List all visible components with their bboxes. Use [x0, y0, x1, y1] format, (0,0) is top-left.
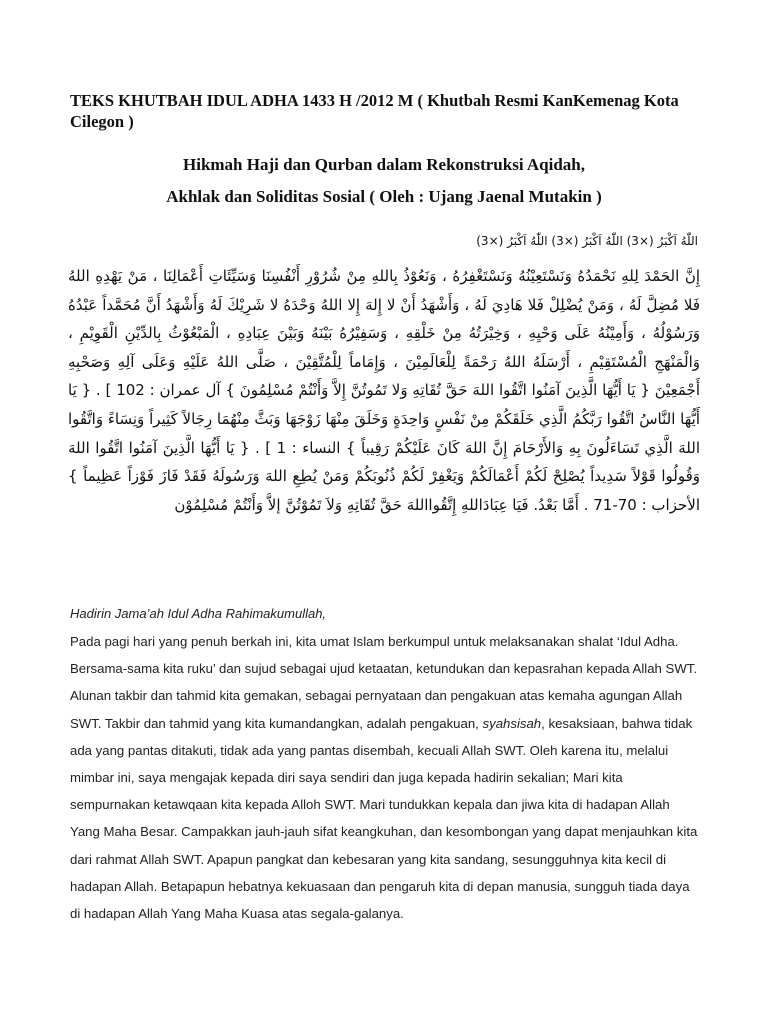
sermon-paragraph — [70, 628, 702, 927]
paragraph-text-part-1: Pada pagi hari yang penuh berkah ini, kita umat Islam berkumpul untuk melaksanakan shalat ‘Idul Adha. Bersama-sama kita ruku’ dan sujud sebagai ujud ketaatan, ketundukan dan kepasrahan kepada Allah SWT. Alunan takbir dan tahmid kita gemakan, sebagai pernyataan dan pengakuan atas kemaha agungan Allah SWT. Takbir dan tahmid yang kita kumandangkan, adalah pengakuan, — [70, 634, 698, 731]
document-title: TEKS KHUTBAH IDUL ADHA 1433 H /2012 M ( Khutbah Resmi KanKemenag Kota Cilegon ) — [70, 91, 679, 131]
greeting-line: Hadirin Jama’ah Idul Adha Rahimakumullah, — [70, 606, 327, 621]
paragraph-italic-term: syahsisah — [482, 715, 542, 731]
subtitle-line-1: Hikmah Haji dan Qurban dalam Rekonstruksi Aqidah, — [183, 155, 585, 174]
arabic-opening-text: إِنَّ الحَمْدَ لِلهِ نَحْمَدُهُ وَنَسْتَعِيْنُهُ وَنَسْتَغْفِرُهُ ، وَنَعُوْذُ بِاللهِ مِنْ شُرُوْرِ أَنْفُسِنَا وَسَيِّئَاتِ أَعْمَالِنَا ، مَنْ يَهْدِهِ اللهُ فَلا مُضِلَّ لَهُ ، وَمَنْ يُضْلِلْ فَلا هَادِيَ لَهُ ، وَأَشْهَدُ أَنْ لا إِلهَ إِلا اللهُ وَحْدَهُ لا شَرِيْكَ لَهُ وَأَشْهَدُ أَنَّ مُحَمَّداً عَبْدُهُ وَرَسُوْلُهُ ، وَأَمِيْنُهُ عَلَى وَحْيِهِ ، وَخِيْرَتُهُ مِنْ خَلْقِهِ ، وَسَفِيْرُهُ بَيْنَهُ وَبَيْنَ عِبَادِهِ ، الْمَبْعُوْثُ بِالدِّيْنِ الْقَوِيْمِ ، وَالْمَنْهَجِ الْمُسْتَقِيْمِ ، أَرْسَلَهُ اللهُ رَحْمَةً لِلْعَالَمِيْنَ ، وَإِمَاماً لِلْمُتَّقِيْنَ ، صَلَّى اللهُ عَلَيْهِ وَعَلَى آلِهِ وَصَحْبِهِ أَجْمَعِيْنَ { يَا أَيُّهَا الَّذِينَ آمَنُوا اتَّقُوا اللهَ حَقَّ تُقَاتِهِ وَلا تَمُوتُنَّ إِلاَّ وَأَنْتُمْ مُسْلِمُونَ } آل عمران : 102 ] . { يَا أَيُّهَا النَّاسُ اتَّقُوا رَبَّكُمُ الَّذِي خَلَقَكُمْ مِنْ نَفْسٍ وَاحِدَةٍ وَخَلَقَ مِنْهَا زَوْجَهَا وَبَثَّ مِنْهُمَا رِجَالاً كَثِيراً وَنِسَاءً وَاتَّقُوا اللهَ الَّذِي تَسَاءَلُونَ بِهِ وَالأَرْحَامَ إِنَّ اللهَ كَانَ عَلَيْكُمْ رَقِيباً } النساء : 1 ] . { يَا أَيُّهَا الَّذِينَ آمَنُوا اتَّقُوا اللهَ وَقُولُوا قَوْلاً سَدِيداً يُصْلِحْ لَكُمْ أَعْمَالَكُمْ وَيَغْفِرْ لَكُمْ ذُنُوبَكُمْ وَمَنْ يُطِعِ اللهَ وَرَسُولَهُ فَقَدْ فَازَ فَوْزاً عَظِيماً } الأحزاب : 70-71 . أَمَّا بَعْدُ. فَيَا عِبَادَاللهِ إِتَّقُوااللهَ حَقَّ تُقَاتِهِ وَلاَ تَمُوْتُنَّ إلاَّ وَأَنْتُمْ مُسْلِمُوْن — [68, 267, 701, 514]
title-block — [70, 90, 698, 132]
takbir-line: اللّٰهُ اَكْبَرُ (×3) اللّٰهُ اَكْبَرُ (×3) اللّٰهُ اَكْبَرُ (×3) — [476, 234, 698, 248]
paragraph-text-part-2: , kesaksiaan, bahwa tidak ada yang pantas ditakuti, tidak ada yang pantas disembah, kecuali Allah SWT. Oleh karena itu, melalui mimbar ini, saya mengajak kepada diri saya sendiri dan juga kepada hadirin sekalian; Mari kita sempurnakan ketawqaan kita kepada Alloh SWT. Mari tundukkan kepala dan jiwa kita di hadapan Allah Yang Maha Besar. Campakkan jauh-jauh sifat keangkuhan, dan kesombongan yang dapat menjauhkan kita dari rahmat Allah SWT. Apapun pangkat dan kebesaran yang kita sandang, sesungguhnya kita kecil di hadapan Allah. Betapapun hebatnya kekuasaan dan pengaruh kita di depan manusia, sungguh tiada daya di hadapan Allah Yang Maha Kuasa atas segala-galanya. — [70, 715, 698, 922]
subtitle-line-2: Akhlak dan Soliditas Sosial ( Oleh : Ujang Jaenal Mutakin ) — [166, 187, 602, 206]
